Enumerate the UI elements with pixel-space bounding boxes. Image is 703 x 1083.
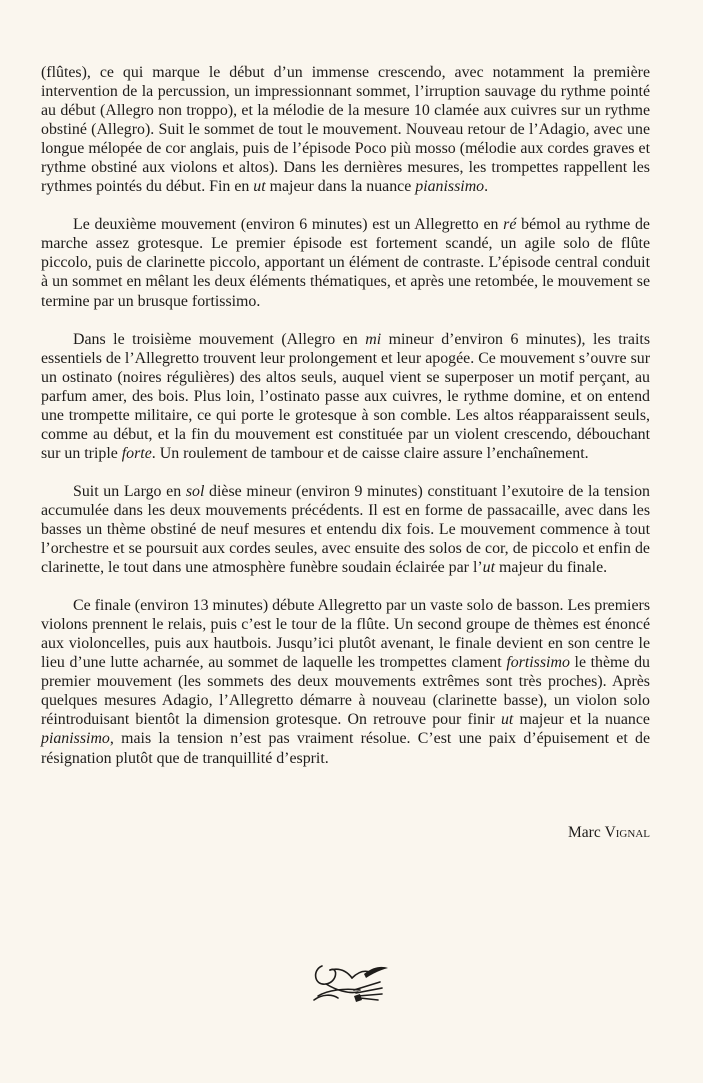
text-run: bémol au rythme de marche assez grotesque. Le premier épisode est fortement scandé, un agile solo de flûte piccolo, puis de clarinette piccolo, apportant un élément de contraste. L’épisode central conduit à un sommet en mêlant les deux éléments thématiques, et après une retombée, le mouvement se termine par un brusque fortissimo.: [41, 216, 650, 310]
author-first-name: Marc: [568, 824, 601, 841]
paragraph-2: [41, 215, 650, 310]
author-last-name: Vignal: [604, 824, 650, 841]
paragraph-4: [41, 482, 650, 577]
italic-term: sol: [185, 482, 205, 500]
text-run: . Un roulement de tambour et de caisse claire assure l’enchaînement.: [151, 444, 589, 462]
author-signature: [568, 823, 650, 842]
italic-term: forte: [121, 444, 152, 462]
italic-term: pianissimo: [415, 178, 485, 196]
italic-term: ut: [482, 559, 496, 577]
italic-term: mi: [365, 330, 382, 348]
text-run: majeur du finale.: [495, 559, 608, 577]
text-run: .: [484, 178, 489, 196]
italic-term: ré: [503, 216, 517, 234]
text-run: Dans le troisième mouvement (Allegro en: [73, 330, 366, 348]
italic-term: fortissimo: [506, 654, 570, 672]
text-run: Ce finale (environ 13 minutes) débute Allegretto par un vaste solo de basson. Les premiers violons prennent le relais, puis c’est le tour de la flûte. Un second groupe de thèmes est énoncé aux violoncelles, puis aux hautbois. Jusqu’ici plutôt avenant, le finale devient en son centre le lieu d’une lutte acharnée, au sommet de laquelle les trompettes clament: [41, 597, 650, 672]
flourish-ornament-icon: [308, 960, 390, 1006]
text-run: majeur et la nuance: [513, 711, 650, 729]
article-body: [41, 63, 650, 787]
text-run: Suit un Largo en: [73, 482, 186, 500]
italic-term: pianissimo: [41, 730, 110, 748]
text-run: dièse mineur (environ 9 minutes) constituant l’exutoire de la tension accumulée dans les deux mouvements précédents. Il est en forme de passacaille, avec dans les basses un thème obstiné de neuf mesures et entendu dix fois. Le mouvement commence à tout l’orchestre et se poursuit aux cordes seules, avec ensuite des solos de cor, de piccolo et enfin de clarinette, le tout dans une atmosphère funèbre soudain éclairée par l’: [41, 482, 650, 577]
text-run: (flûtes), ce qui marque le début d’un immense crescendo, avec notamment la première intervention de la percussion, un impressionnant sommet, l’irruption sauvage du rythme pointé au début (Allegro non troppo), et la mélodie de la mesure 10 clamée aux cuivres sur un rythme obstiné (Allegro). Suit le sommet de tout le mouvement. Nouveau retour de l’Adagio, avec une longue mélopée de cor anglais, puis de l’épisode Poco più mosso (mélodie aux cordes graves et rythme obstiné aux violons et altos). Dans les dernières mesures, les trompettes rappellent les rythmes pointés du début. Fin en: [41, 64, 650, 196]
paragraph-3: [41, 330, 650, 463]
text-run: , mais la tension n’est pas vraiment résolue. C’est une paix d’épuisement et de résignation plutôt que de tranquillité d’esprit.: [41, 730, 650, 767]
italic-term: ut: [500, 711, 514, 729]
italic-term: ut: [253, 178, 266, 196]
text-run: mineur d’environ 6 minutes), les traits essentiels de l’Allegretto trouvent leur prolongement et leur apogée. Ce mouvement s’ouvre sur un ostinato (noires régulières) des altos seuls, auquel vient se superposer un motif perçant, au parfum amer, des bois. Plus loin, l’ostinato passe aux cuivres, le rythme domine, et on entend une trompette militaire, ce qui porte le grotesque à son comble. Les altos réapparaissent seuls, comme au début, et la fin du mouvement est constituée par un violent crescendo, débouchant sur un triple: [41, 330, 650, 462]
paragraph-1: [41, 63, 650, 196]
text-run: le thème du premier mouvement (les sommets des deux mouvements extrêmes sont très proches). Après quelques mesures Adagio, l’Allegretto démarre à nouveau (clarinette basse), un violon solo réintroduisant bientôt la dimension grotesque. On retrouve pour finir: [41, 654, 650, 729]
text-run: Le deuxième mouvement (environ 6 minutes) est un Allegretto en: [73, 216, 504, 234]
text-run: majeur dans la nuance: [265, 178, 416, 196]
paragraph-5: [41, 596, 650, 767]
